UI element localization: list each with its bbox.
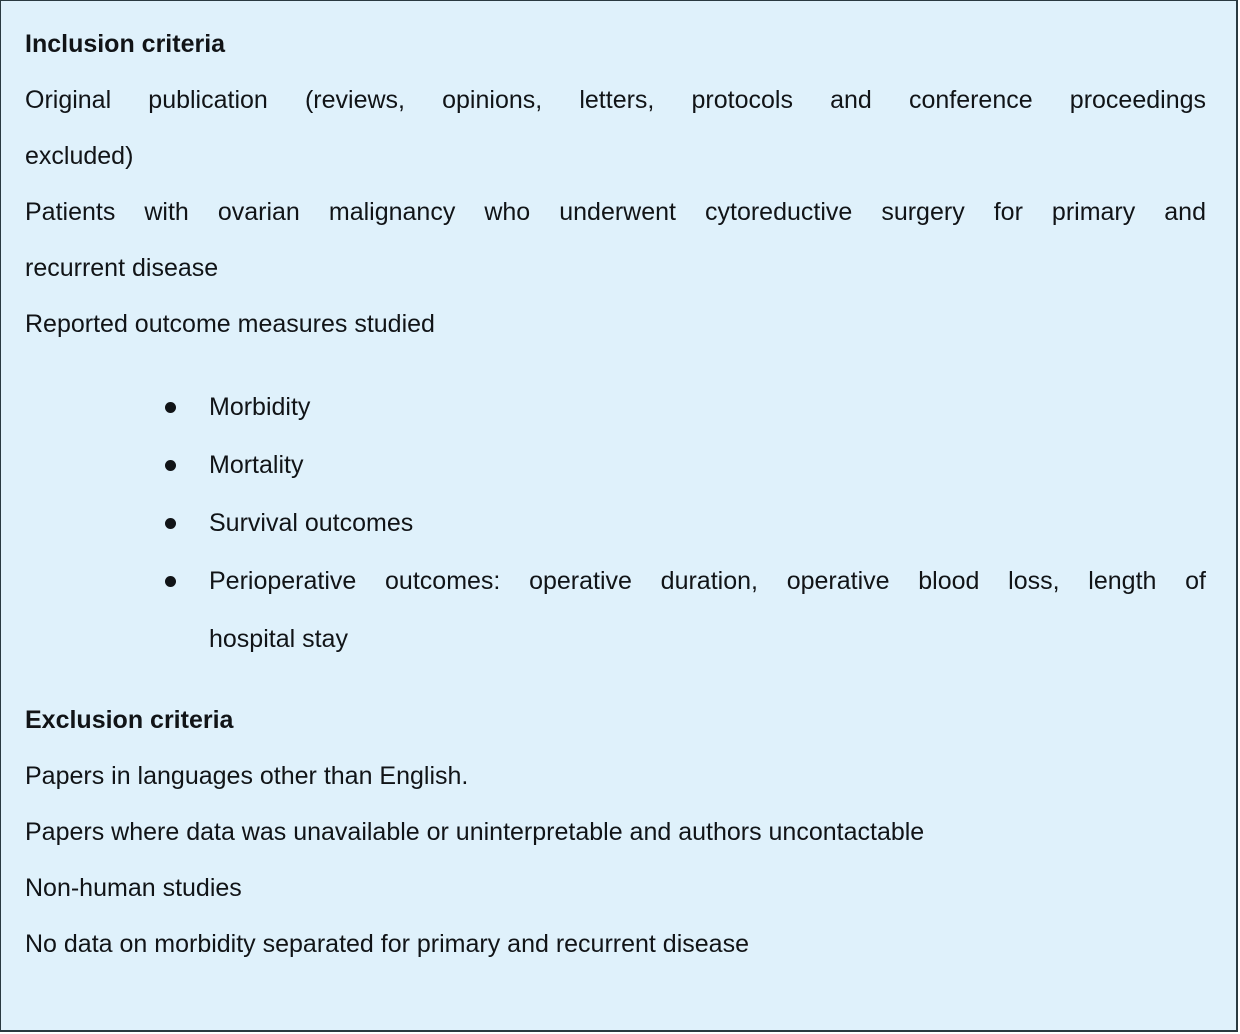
list-item-label: Mortality	[209, 451, 304, 479]
list-item-label-cont: hospital stay	[209, 625, 348, 653]
inclusion-item-patients: Patients with ovarian malignancy who underwent cytoreductive surgery for primary and	[25, 198, 1206, 226]
list-item-morbidity	[25, 378, 1206, 436]
exclusion-item-no-morbidity-data: No data on morbidity separated for primary and recurrent disease	[25, 930, 749, 958]
outcome-measures-list	[25, 378, 1206, 668]
criteria-content	[25, 16, 1206, 972]
exclusion-item-language: Papers in languages other than English.	[25, 762, 469, 790]
exclusion-item-data-unavailable: Papers where data was unavailable or uninterpretable and authors uncontactable	[25, 818, 925, 846]
inclusion-item-patients-cont: recurrent disease	[25, 254, 219, 282]
exclusion-item-non-human: Non-human studies	[25, 874, 242, 902]
list-item-perioperative	[25, 552, 1206, 668]
bullet-icon	[165, 576, 176, 587]
list-item-label: Perioperative outcomes: operative duration, operative blood loss, length of	[209, 567, 1206, 595]
list-item-label: Survival outcomes	[209, 509, 414, 537]
inclusion-heading: Inclusion criteria	[25, 30, 226, 58]
bullet-icon	[165, 518, 176, 529]
inclusion-item-outcome-measures: Reported outcome measures studied	[25, 310, 435, 338]
bullet-icon	[165, 402, 176, 413]
inclusion-item-original-publication-cont: excluded)	[25, 142, 134, 170]
list-item-label: Morbidity	[209, 393, 311, 421]
section-spacer	[25, 668, 1206, 692]
list-item-survival	[25, 494, 1206, 552]
inclusion-item-original-publication: Original publication (reviews, opinions, letters, protocols and conference proceedings	[25, 86, 1206, 114]
exclusion-heading: Exclusion criteria	[25, 706, 234, 734]
list-item-mortality	[25, 436, 1206, 494]
bullet-icon	[165, 460, 176, 471]
